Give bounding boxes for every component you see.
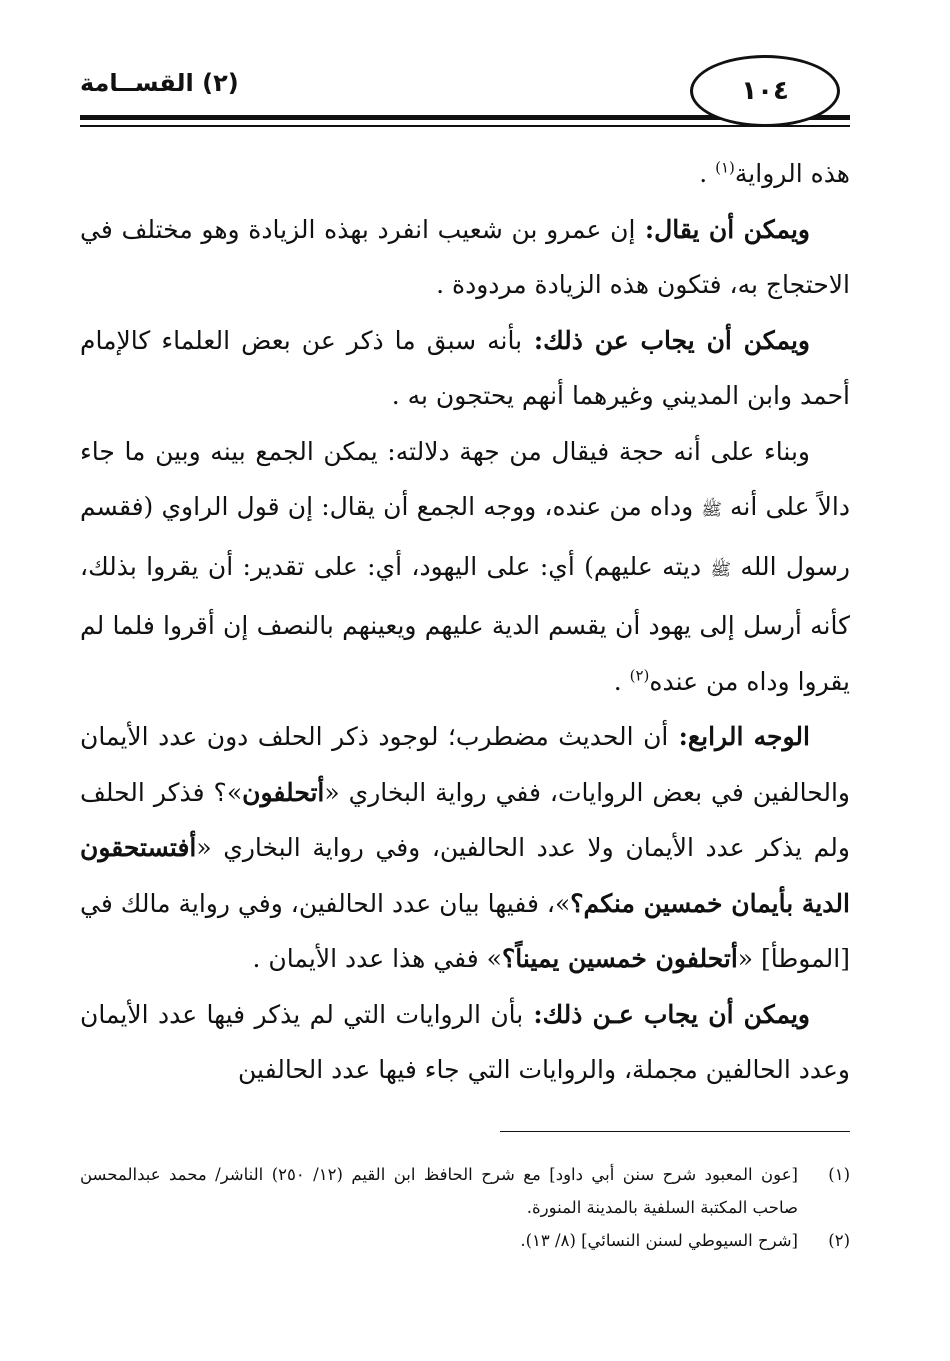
paragraph-text: »، ففيها بيان عدد الحالفين، وفي رواية مالك في [الموطأ] « [80, 888, 850, 973]
paragraph-lead: ويمكن أن يجاب عن ذلك: [522, 325, 810, 355]
footnote-ref-1: (١) [715, 158, 735, 177]
quoted-hadith: أفتستحقون الدية بأيمان خمسين منكم؟ [80, 833, 850, 918]
footnote-text: [شرح السيوطي لسنن النسائي] (٨/ ١٣). [520, 1231, 798, 1250]
paragraph-text: بأن الروايات التي لم يذكر فيها عدد الأيمان وعدد الحالفين مجملة، والروايات التي جاء فيها عدد الحالفين [80, 999, 850, 1084]
paragraph-1 [80, 146, 850, 202]
salutation-glyph: ﷺ [710, 559, 731, 580]
page-number: ١٠٤ [741, 76, 789, 106]
paragraph-text: وداه من عنده، ووجه الجمع أن يقال: إن قول الراوي (فقسم رسول الله [80, 492, 850, 581]
paragraph-text: هذه الرواية [734, 159, 850, 188]
body-text [80, 146, 850, 1098]
quoted-hadith: أتحلفون خمسين يميناً؟ [501, 944, 738, 973]
paragraph-lead: ويمكن أن يجاب عـن ذلك: [523, 999, 810, 1029]
paragraph-text: وبناء على أنه حجة فيقال من جهة دلالته: يمكن الجمع بينه وبين ما جاء دالاً على أنه [80, 436, 851, 521]
footnote-text: [عون المعبود شرح سنن أبي داود] مع شرح الحافظ ابن القيم (١٢/ ٢٥٠) الناشر/ محمد عبدالمحسن صاحب المكتبة السلفية بالمدينة المنورة. [80, 1165, 798, 1217]
paragraph-text: أن الحديث مضطرب؛ لوجود ذكر الحلف دون عدد الأيمان والحالفين في بعض الروايات، ففي رواية البخاري « [80, 722, 851, 807]
footnote-divider [500, 1131, 850, 1132]
page-header [80, 55, 850, 135]
paragraph-4 [80, 424, 850, 710]
paragraph-text: ديته عليهم) أي: على اليهود، أي: على تقدير: أن يقروا بذلك، كأنه أرسل إلى يهود أن يقسم الدية عليهم ويعينهم بالنصف إن أقروا فلما لم يقروا وداه من عنده [80, 551, 851, 696]
footnotes [80, 1158, 850, 1257]
paragraph-text: »؟ فذكر الحلف ولم يذكر عدد الأيمان ولا عدد الحالفين، وفي رواية البخاري « [80, 777, 850, 862]
footnote-number: (١) [828, 1165, 850, 1184]
running-title: (٢) القســامة [80, 69, 239, 97]
paragraph-end: . [699, 159, 716, 188]
salutation-glyph: ﷺ [701, 500, 722, 520]
paragraph-lead: الوجه الرابع: [668, 722, 810, 751]
paragraph-5 [80, 709, 850, 987]
quoted-hadith: أتحلفون [242, 777, 325, 807]
page-number-oval [690, 55, 840, 127]
paragraph-2 [80, 202, 850, 313]
footnote-number: (٢) [828, 1231, 850, 1250]
paragraph-text: » ففي هذا عدد الأيمان . [252, 944, 502, 973]
paragraph-6 [80, 987, 850, 1098]
header-rule-thin [80, 125, 850, 127]
footnote-ref-2: (٢) [629, 666, 650, 685]
paragraph-end: . [613, 666, 630, 696]
footnote-1 [80, 1158, 850, 1224]
paragraph-lead: ويمكن أن يقال: [635, 214, 810, 244]
paragraph-3 [80, 313, 850, 424]
paragraph-text: إن عمرو بن شعيب انفرد بهذه الزيادة وهو مختلف في الاحتجاج به، فتكون هذه الزيادة مردودة . [80, 214, 850, 299]
paragraph-text: بأنه سبق ما ذكر عن بعض العلماء كالإمام أحمد وابن المديني وغيرهما أنهم يحتجون به . [80, 325, 850, 410]
footnote-2 [80, 1224, 850, 1257]
